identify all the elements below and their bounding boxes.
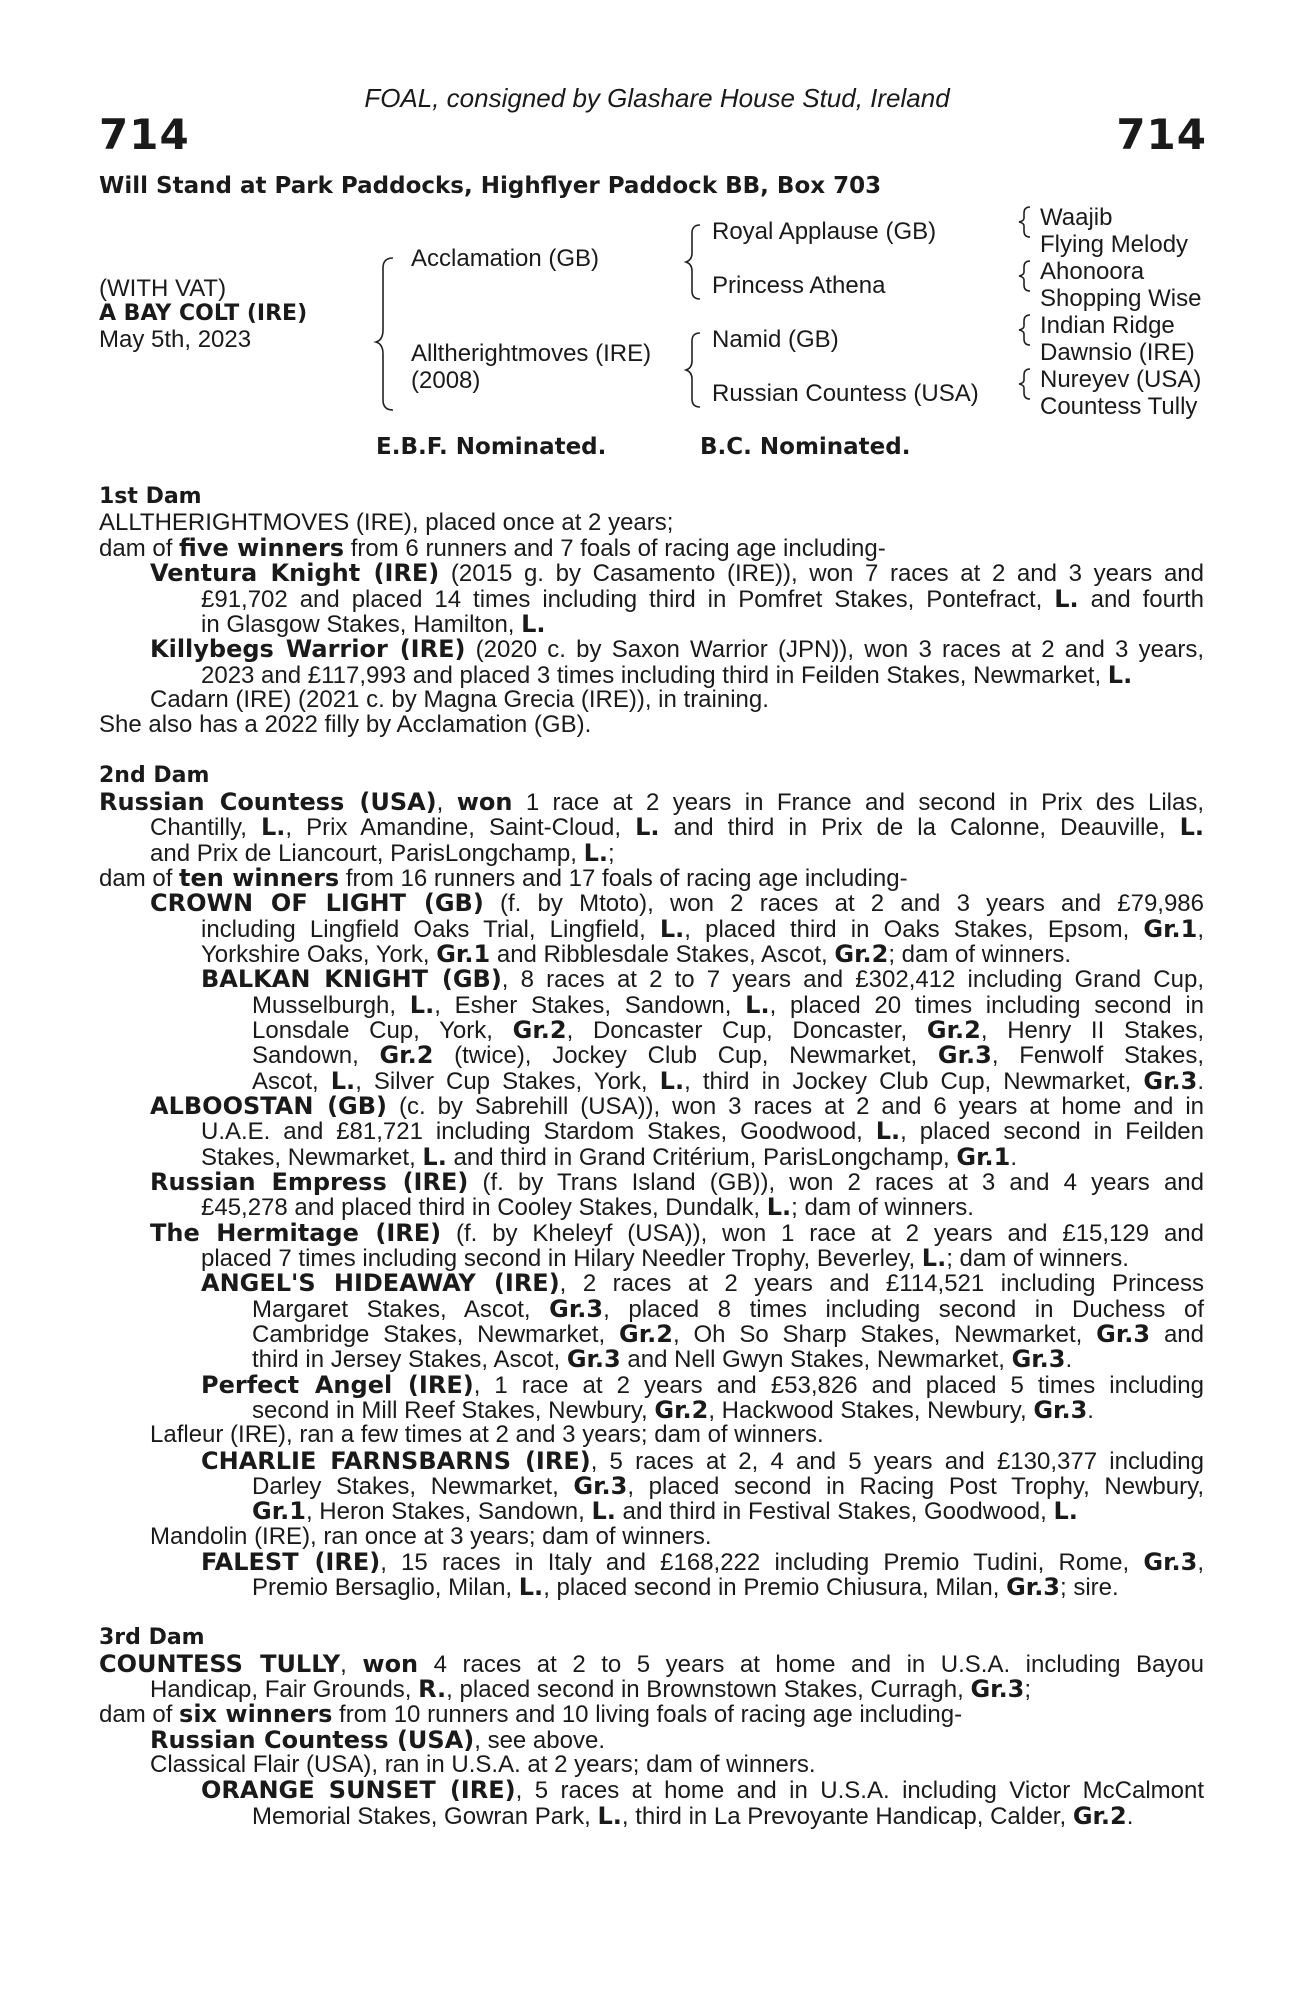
body-line: 2023 and £117,993 and placed 3 times including third in Feilden Stakes, Newmarket, L.: [201, 661, 1133, 689]
body-line: Yorkshire Oaks, York, Gr.1 and Ribblesdale Stakes, Ascot, Gr.2; dam of winners.: [201, 940, 1072, 968]
body-line: The Hermitage (IRE) (f. by Kheleyf (USA)), won 1 race at 2 years and £15,129 and: [150, 1219, 1205, 1247]
body-line: Ventura Knight (IRE) (2015 g. by Casamento (IRE)), won 7 races at 2 and 3 years and: [150, 559, 1204, 587]
body-line: Russian Countess (USA), see above.: [150, 1726, 605, 1754]
foaling-date: May 5th, 2023: [99, 326, 252, 353]
ggp-1: Waajib: [1040, 204, 1113, 231]
horse-name: A BAY COLT (IRE): [99, 301, 308, 326]
body-line: Killybegs Warrior (IRE) (2020 c. by Saxon Warrior (JPN)), won 3 races at 2 and 3 years,: [150, 635, 1204, 663]
ggp-7: Nureyev (USA): [1040, 366, 1202, 393]
bc-nominated: B.C. Nominated.: [700, 434, 911, 460]
body-line: ORANGE SUNSET (IRE), 5 races at home and in U.S.A. including Victor McCalmont: [201, 1776, 1205, 1804]
body-line: COUNTESS TULLY, won 4 races at 2 to 5 years at home and in U.S.A. including Bayou: [99, 1650, 1205, 1678]
dam-dam: Russian Countess (USA): [712, 380, 979, 407]
lot-number-left: 714: [99, 110, 190, 159]
body-line: ALBOOSTAN (GB) (c. by Sabrehill (USA)), won 3 races at 2 and 6 years at home and in: [150, 1092, 1204, 1120]
body-line: BALKAN KNIGHT (GB), 8 races at 2 to 7 years and £302,412 including Grand Cup,: [201, 965, 1204, 993]
ebf-nominated: E.B.F. Nominated.: [376, 434, 607, 460]
body-line: Musselburgh, L., Esher Stakes, Sandown, L., placed 20 times including second in: [252, 991, 1204, 1019]
body-line: dam of six winners from 10 runners and 10 living foals of racing age including-: [99, 1700, 963, 1728]
body-line: Mandolin (IRE), ran once at 3 years; dam of winners.: [150, 1523, 712, 1550]
second-dam-heading: 2nd Dam: [99, 763, 210, 788]
body-line: £45,278 and placed third in Cooley Stakes, Dundalk, L.; dam of winners.: [201, 1193, 974, 1221]
body-line: CHARLIE FARNSBARNS (IRE), 5 races at 2, 4 and 5 years and £130,377 including: [201, 1447, 1204, 1475]
first-dam-heading: 1st Dam: [99, 484, 202, 509]
body-line: and Prix de Liancourt, ParisLongchamp, L.;: [150, 839, 615, 867]
stabling-location: Will Stand at Park Paddocks, Highflyer Paddock BB, Box 703: [99, 173, 882, 199]
body-line: ANGEL'S HIDEAWAY (IRE), 2 races at 2 years and £114,521 including Princess: [201, 1269, 1205, 1297]
body-line: FALEST (IRE), 15 races in Italy and £168,222 including Premio Tudini, Rome, Gr.3,: [201, 1548, 1205, 1576]
body-line: £91,702 and placed 14 times including third in Pomfret Stakes, Pontefract, L. and fourth: [201, 585, 1204, 613]
body-line: Handicap, Fair Grounds, R., placed second in Brownstown Stakes, Curragh, Gr.3;: [150, 1675, 1032, 1703]
body-line: Cadarn (IRE) (2021 c. by Magna Grecia (IRE)), in training.: [150, 686, 769, 713]
sire: Acclamation (GB): [411, 245, 600, 272]
ggp-6: Dawnsio (IRE): [1040, 339, 1195, 366]
ggp-5: Indian Ridge: [1040, 312, 1175, 339]
body-line: third in Jersey Stakes, Ascot, Gr.3 and Nell Gwyn Stakes, Newmarket, Gr.3.: [252, 1345, 1073, 1373]
body-line: Russian Countess (USA), won 1 race at 2 years in France and second in Prix des Lilas,: [99, 788, 1204, 816]
dam: Alltherightmoves (IRE): [411, 340, 652, 367]
body-line: dam of ten winners from 16 runners and 17 foals of racing age including-: [99, 864, 908, 892]
body-line: Margaret Stakes, Ascot, Gr.3, placed 8 times including second in Duchess of: [252, 1295, 1204, 1323]
body-line: dam of five winners from 6 runners and 7 foals of racing age including-: [99, 534, 886, 562]
sire-sire: Royal Applause (GB): [712, 218, 937, 245]
body-line: Premio Bersaglio, Milan, L., placed second in Premio Chiusura, Milan, Gr.3; sire.: [252, 1573, 1119, 1601]
body-line: Memorial Stakes, Gowran Park, L., third in La Prevoyante Handicap, Calder, Gr.2.: [252, 1802, 1134, 1830]
ggp-8: Countess Tully: [1040, 393, 1198, 420]
body-line: Ascot, L., Silver Cup Stakes, York, L., third in Jockey Club Cup, Newmarket, Gr.3.: [252, 1067, 1205, 1095]
body-line: Classical Flair (USA), ran in U.S.A. at 2 years; dam of winners.: [150, 1751, 816, 1778]
dam-sire: Namid (GB): [712, 326, 839, 353]
body-line: Darley Stakes, Newmarket, Gr.3, placed second in Racing Post Trophy, Newbury,: [252, 1472, 1204, 1500]
body-line: U.A.E. and £81,721 including Stardom Stakes, Goodwood, L., placed second in Feilden: [201, 1117, 1204, 1145]
body-line: ALLTHERIGHTMOVES (IRE), placed once at 2 years;: [99, 509, 674, 536]
body-line: Lafleur (IRE), ran a few times at 2 and 3 years; dam of winners.: [150, 1421, 824, 1448]
ggp-2: Flying Melody: [1040, 231, 1189, 258]
body-line: in Glasgow Stakes, Hamilton, L.: [201, 610, 546, 638]
vat-note: (WITH VAT): [99, 275, 227, 302]
lot-number-right: 714: [1116, 110, 1207, 159]
body-line: She also has a 2022 filly by Acclamation (GB).: [99, 711, 592, 738]
body-line: Cambridge Stakes, Newmarket, Gr.2, Oh So Sharp Stakes, Newmarket, Gr.3 and: [252, 1320, 1204, 1348]
body-line: Perfect Angel (IRE), 1 race at 2 years and £53,826 and placed 5 times including: [201, 1371, 1204, 1399]
body-line: placed 7 times including second in Hilary Needler Trophy, Beverley, L.; dam of winners.: [201, 1244, 1129, 1272]
body-line: Gr.1, Heron Stakes, Sandown, L. and third in Festival Stakes, Goodwood, L.: [252, 1497, 1078, 1525]
sire-dam: Princess Athena: [712, 272, 886, 299]
body-line: Sandown, Gr.2 (twice), Jockey Club Cup, Newmarket, Gr.3, Fenwolf Stakes,: [252, 1041, 1205, 1069]
ggp-3: Ahonoora: [1040, 258, 1145, 285]
body-line: second in Mill Reef Stakes, Newbury, Gr.2, Hackwood Stakes, Newbury, Gr.3.: [252, 1396, 1094, 1424]
body-line: Chantilly, L., Prix Amandine, Saint-Cloud, L. and third in Prix de la Calonne, Deauville, L.: [150, 813, 1205, 841]
body-line: CROWN OF LIGHT (GB) (f. by Mtoto), won 2 races at 2 and 3 years and £79,986: [150, 889, 1204, 917]
body-line: including Lingfield Oaks Trial, Lingfield, L., placed third in Oaks Stakes, Epsom, Gr.1,: [201, 915, 1204, 943]
body-line: Stakes, Newmarket, L. and third in Grand Critérium, ParisLongchamp, Gr.1.: [201, 1143, 1018, 1171]
dam-year: (2008): [411, 367, 481, 394]
body-line: Lonsdale Cup, York, Gr.2, Doncaster Cup, Doncaster, Gr.2, Henry II Stakes,: [252, 1016, 1204, 1044]
third-dam-heading: 3rd Dam: [99, 1625, 205, 1650]
consignor-line: FOAL, consigned by Glashare House Stud, Ireland: [364, 83, 950, 113]
ggp-4: Shopping Wise: [1040, 285, 1202, 312]
body-line: Russian Empress (IRE) (f. by Trans Island (GB)), won 2 races at 3 and 4 years and: [150, 1168, 1204, 1196]
